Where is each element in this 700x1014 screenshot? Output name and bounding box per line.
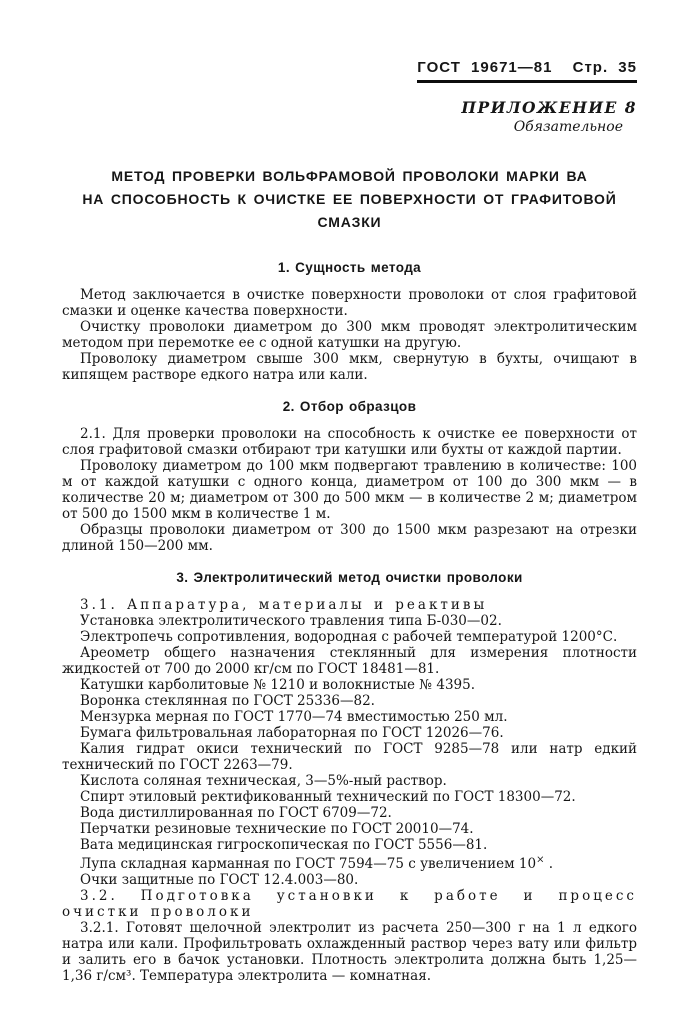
- apparatus-item: Катушки карболитовые № 1210 и волокнистые № 4395.: [80, 677, 476, 693]
- section-3-heading: 3. Электролитический метод очистки проволоки: [176, 570, 523, 585]
- appendix-note: Обязательное: [513, 119, 623, 135]
- magnifier-text-end: .: [544, 856, 554, 872]
- apparatus-item: Перчатки резиновые технические по ГОСТ 20010—74.: [80, 821, 474, 837]
- magnifier-text: Лупа складная карманная по ГОСТ 7594—75 с увеличением 10: [80, 856, 537, 872]
- section-3-2-subheading: 3.2. Подготовка установки к работе и процесс очистки проволоки: [62, 888, 637, 920]
- doc-title-line-2: НА СПОСОБНОСТЬ К ОЧИСТКЕ ЕЕ ПОВЕРХНОСТИ ОТ ГРАФИТОВОЙ СМАЗКИ: [82, 191, 617, 230]
- section-1-paragraph-2: Очистку проволоки диаметром до 300 мкм проводят электролитическим методом при перемотке ее с одной катушки на другую.: [62, 319, 637, 351]
- page-number: Стр. 35: [572, 59, 637, 76]
- doc-title: [62, 165, 637, 234]
- apparatus-item: Очки защитные по ГОСТ 12.4.003—80.: [80, 872, 359, 888]
- section-2-paragraph-1: 2.1. Для проверки проволоки на способность к очистке ее поверхности от слоя графитовой смазки отбирают три катушки или бухты от каждой партии.: [62, 426, 637, 458]
- apparatus-item: Вода дистиллированная по ГОСТ 6709—72.: [80, 805, 392, 821]
- apparatus-item: Воронка стеклянная по ГОСТ 25336—82.: [80, 693, 375, 709]
- apparatus-item: Кислота соляная техническая, 3—5%-ный раствор.: [80, 773, 447, 789]
- apparatus-item: Спирт этиловый ректификованный технический по ГОСТ 18300—72.: [80, 789, 576, 805]
- page-header: [62, 60, 637, 83]
- apparatus-item-magnifier: [62, 856, 637, 872]
- doc-ref: [417, 60, 637, 83]
- apparatus-item: Бумага фильтровальная лабораторная по ГОСТ 12026—76.: [80, 725, 504, 741]
- section-3-1-subheading: 3.1. Аппаратура, материалы и реактивы: [80, 597, 488, 613]
- apparatus-item: Вата медицинская гигроскопическая по ГОСТ 5556—81.: [80, 837, 488, 853]
- section-2-paragraph-3: Образцы проволоки диаметром от 300 до 1500 мкм разрезают на отрезки длиной 150—200 мм.: [62, 522, 637, 554]
- section-1-paragraph-3: Проволоку диаметром свыше 300 мкм, свернутую в бухты, очищают в кипящем растворе едкого натра или кали.: [62, 351, 637, 383]
- apparatus-item: Установка электролитического травления типа Б-030—02.: [80, 613, 502, 629]
- section-2-paragraph-2: Проволоку диаметром до 100 мкм подвергают травлению в количестве: 100 м от каждой катушки с одного конца, диаметром от 100 до 300 мкм — в количестве 20 м; диаметром от 300 до 500 мкм — в количестве 2 м; диаметром от 500 до 1500 мкм в количестве 1 м.: [62, 458, 637, 522]
- section-1-heading: 1. Сущность метода: [277, 260, 422, 275]
- section-3-2-1-paragraph: 3.2.1. Готовят щелочной электролит из расчета 250—300 г на 1 л едкого натра или кали. Профильтровать охлажденный раствор через вату или фильтр и залить его в бачок установки. Плотность электролита должна быть 1,25—1,36 г/см³. Температура электролита — комнатная.: [62, 920, 637, 984]
- magnification-superscript: ×: [536, 854, 545, 866]
- section-2-heading: 2. Отбор образцов: [282, 399, 417, 414]
- apparatus-item: Мензурка мерная по ГОСТ 1770—74 вместимостью 250 мл.: [80, 709, 508, 725]
- doc-ref-number: ГОСТ 19671—81: [417, 59, 553, 76]
- apparatus-item: Электропечь сопротивления, водородная с рабочей температурой 1200°С.: [80, 629, 618, 645]
- section-1-paragraph-1: Метод заключается в очистке поверхности проволоки от слоя графитовой смазки и оценке качества поверхности.: [62, 287, 637, 319]
- apparatus-item: Ареометр общего назначения стеклянный для измерения плотности жидкостей от 700 до 2000 кг/см по ГОСТ 18481—81.: [62, 645, 637, 677]
- apparatus-item: Калия гидрат окиси технический по ГОСТ 9285—78 или натр едкий технический по ГОСТ 2263—79.: [62, 741, 637, 773]
- appendix-label: ПРИЛОЖЕНИЕ 8: [461, 98, 637, 117]
- doc-title-line-1: МЕТОД ПРОВЕРКИ ВОЛЬФРАМОВОЙ ПРОВОЛОКИ МАРКИ ВА: [111, 168, 588, 184]
